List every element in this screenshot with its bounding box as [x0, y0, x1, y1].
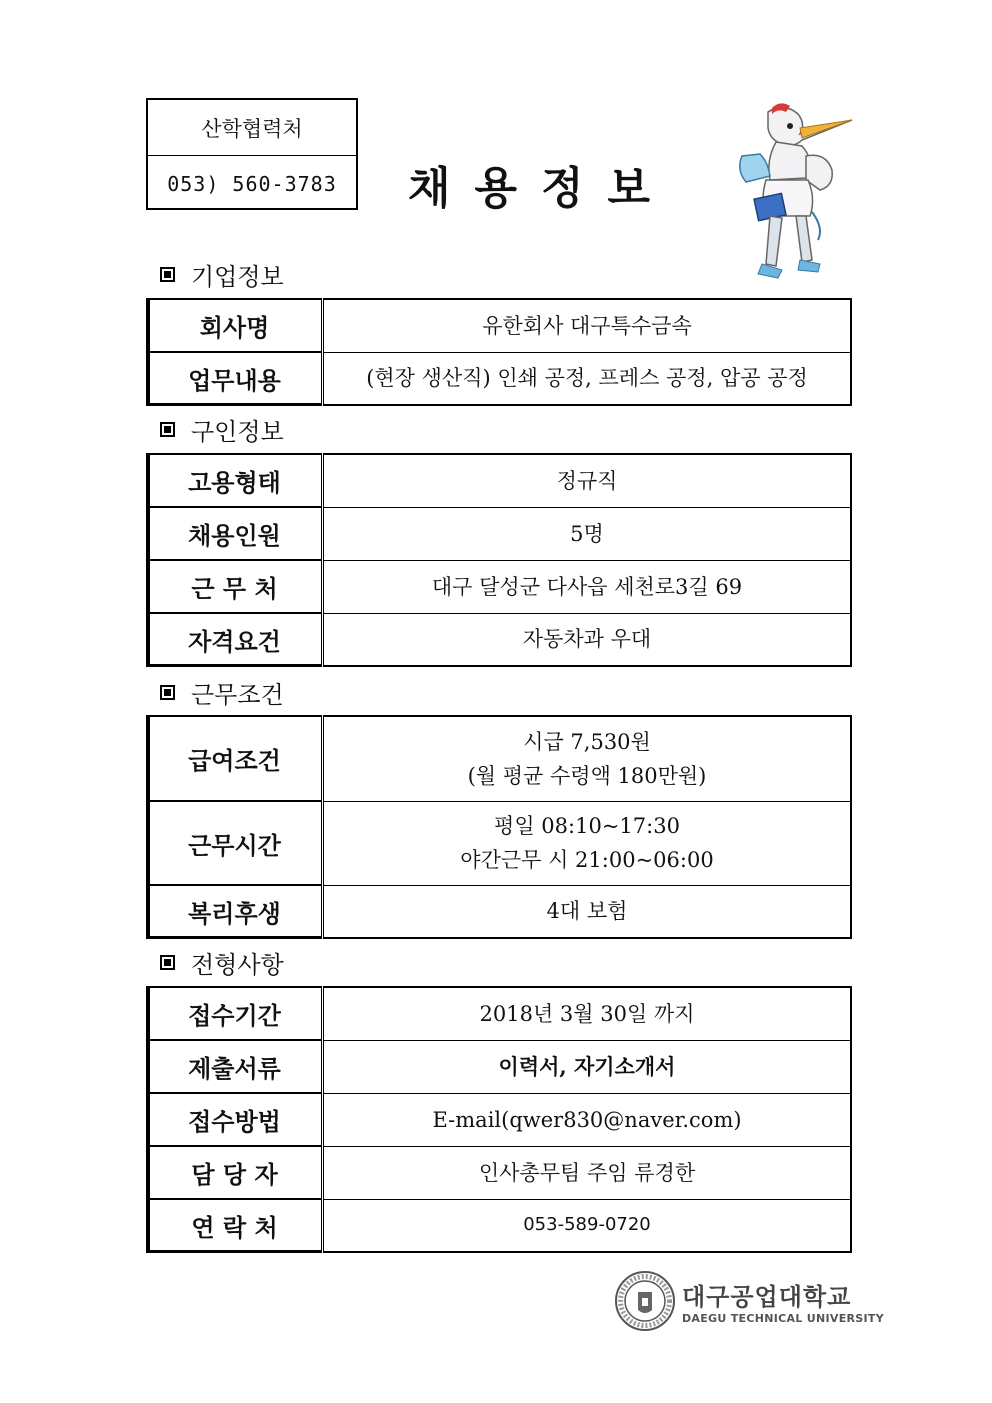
row-label: 고용형태: [147, 454, 323, 507]
university-logo: [614, 1270, 884, 1332]
row-value: 2018년 3월 30일 까지: [323, 987, 852, 1040]
row-value: 대구 달성군 다사읍 세천로3길 69: [323, 560, 852, 613]
table-row: [147, 560, 851, 613]
row-label: 제출서류: [147, 1040, 323, 1093]
section-heading-company: [160, 257, 284, 292]
value-line: (월 평균 수령액 180만원): [467, 763, 707, 788]
table-row: [147, 885, 851, 938]
row-label: 연 락 처: [147, 1199, 323, 1252]
row-value: 유한회사 대구특수금속: [323, 299, 852, 352]
conditions-info-table: [146, 715, 852, 939]
recruit-info-table: [146, 453, 852, 667]
row-label: 급여조건: [147, 716, 323, 801]
footer-university-name: 대구공업대학교: [682, 1283, 852, 1311]
section-title: 기업정보: [191, 263, 284, 291]
row-value: [323, 801, 852, 885]
contact-box: [146, 98, 358, 210]
row-value: 이력서, 자기소개서: [323, 1040, 852, 1093]
table-row: [147, 1040, 851, 1093]
row-label: 접수기간: [147, 987, 323, 1040]
square-bullet-icon: [160, 955, 175, 970]
crane-mascot-icon: [706, 100, 856, 290]
row-value: [323, 716, 852, 801]
row-label: 접수방법: [147, 1093, 323, 1146]
row-label: 채용인원: [147, 507, 323, 560]
row-label: 자격요건: [147, 613, 323, 666]
square-bullet-icon: [160, 422, 175, 437]
row-value: (현장 생산직) 인쇄 공정, 프레스 공정, 압공 공정: [323, 352, 852, 405]
value-line: 평일 08:10~17:30: [494, 814, 680, 838]
table-row: [147, 801, 851, 885]
table-row: [147, 1199, 851, 1252]
section-title: 구인정보: [191, 418, 284, 446]
university-seal-icon: [614, 1270, 676, 1332]
table-row: [147, 1146, 851, 1199]
company-info-table: [146, 298, 852, 406]
square-bullet-icon: [160, 267, 175, 282]
square-bullet-icon: [160, 685, 175, 700]
row-label: 담 당 자: [147, 1146, 323, 1199]
row-value: 5명: [323, 507, 852, 560]
row-label: 근무시간: [147, 801, 323, 885]
row-label: 복리후생: [147, 885, 323, 938]
contact-phone: 053) 560-3783: [148, 155, 356, 211]
row-value: E-mail(qwer830@naver.com): [323, 1093, 852, 1146]
table-row: [147, 613, 851, 666]
row-label: 회사명: [147, 299, 323, 352]
page-title: 채용정보: [408, 163, 675, 214]
table-row: [147, 299, 851, 352]
screening-info-table: [146, 986, 852, 1253]
section-title: 근무조건: [191, 681, 284, 709]
section-heading-conditions: [160, 675, 284, 710]
section-title: 전형사항: [191, 951, 284, 979]
table-row: [147, 987, 851, 1040]
value-line: 야간근무 시 21:00~06:00: [460, 848, 714, 872]
row-value: 인사총무팀 주임 류경한: [323, 1146, 852, 1199]
table-row: [147, 716, 851, 801]
row-value: 4대 보험: [323, 885, 852, 938]
row-label: 업무내용: [147, 352, 323, 405]
table-row: [147, 352, 851, 405]
row-label: 근 무 처: [147, 560, 323, 613]
table-row: [147, 507, 851, 560]
table-row: [147, 454, 851, 507]
value-line: 시급 7,530원: [523, 729, 651, 754]
row-value: 자동차과 우대: [323, 613, 852, 666]
section-heading-recruit: [160, 412, 284, 447]
row-value: 정규직: [323, 454, 852, 507]
table-row: [147, 1093, 851, 1146]
row-value: 053-589-0720: [323, 1199, 852, 1252]
contact-label: 산학협력처: [201, 116, 303, 141]
section-heading-screening: [160, 945, 284, 980]
footer-university-name-en: DAEGU TECHNICAL UNIVERSITY: [682, 1312, 884, 1325]
